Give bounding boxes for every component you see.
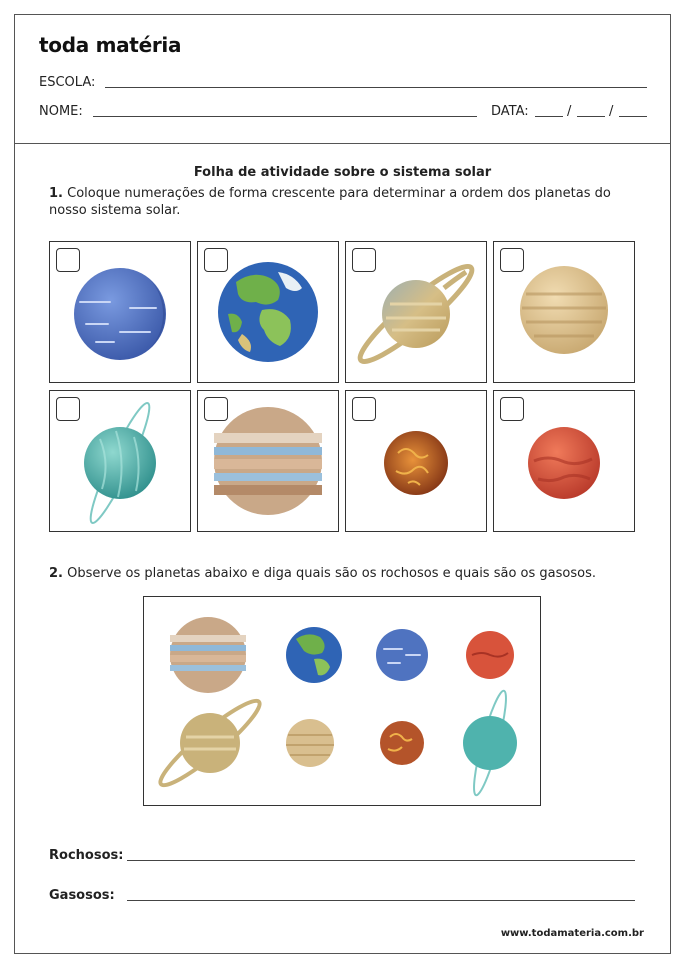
planet-card-8 [493, 390, 635, 532]
brand-logo: toda matéria [39, 33, 182, 57]
date-year-field[interactable] [619, 116, 647, 117]
worksheet [14, 14, 671, 954]
date-label: DATA: [491, 104, 529, 119]
sheet-title: Folha de atividade sobre o sistema solar [193, 165, 492, 180]
planet-card-7 [345, 390, 487, 532]
question-text: Coloque numerações de forma crescente para determinar a ordem dos planetas do nosso sistema solar. [49, 186, 611, 218]
mars-icon [466, 631, 514, 679]
mercury-icon [346, 391, 488, 533]
date-separator: / [567, 104, 572, 119]
question-text: Observe os planetas abaixo e diga quais são os rochosos e quais são os gasosos. [67, 566, 596, 581]
question-number: 1. [49, 186, 63, 201]
planet-card-5 [49, 390, 191, 532]
venus-icon [494, 242, 636, 384]
planet-card-2 [197, 241, 339, 383]
question-number: 2. [49, 566, 63, 581]
mercury-icon [380, 721, 424, 765]
planet-card-3 [345, 241, 487, 383]
venus-icon [286, 719, 334, 767]
date-day-field[interactable] [535, 116, 563, 117]
planets-illustration [144, 597, 542, 807]
header-divider [15, 143, 670, 144]
rocky-label: Rochosos: [49, 848, 124, 863]
planet-card-6 [197, 390, 339, 532]
gaseous-label: Gasosos: [49, 888, 115, 903]
gaseous-answer-field[interactable] [127, 900, 635, 901]
uranus-icon [463, 689, 517, 797]
saturn-icon [346, 242, 488, 384]
planet-card-1 [49, 241, 191, 383]
date-separator: / [609, 104, 614, 119]
school-label: ESCOLA: [39, 75, 96, 90]
question-1 [49, 185, 649, 219]
planets-panel [143, 596, 541, 806]
name-label: NOME: [39, 104, 83, 119]
jupiter-icon [170, 617, 246, 693]
jupiter-icon [198, 391, 340, 533]
earth-icon [198, 242, 340, 384]
neptune-icon [376, 629, 428, 681]
neptune-icon [50, 242, 192, 384]
planet-card-4 [493, 241, 635, 383]
earth-icon [286, 627, 342, 683]
mars-icon [494, 391, 636, 533]
school-field[interactable] [105, 87, 647, 88]
date-month-field[interactable] [577, 116, 605, 117]
rocky-answer-field[interactable] [127, 860, 635, 861]
saturn-icon [153, 693, 266, 794]
name-field[interactable] [93, 116, 477, 117]
question-2 [49, 565, 649, 582]
footer-url: www.todamateria.com.br [500, 928, 644, 939]
uranus-icon [50, 391, 192, 533]
